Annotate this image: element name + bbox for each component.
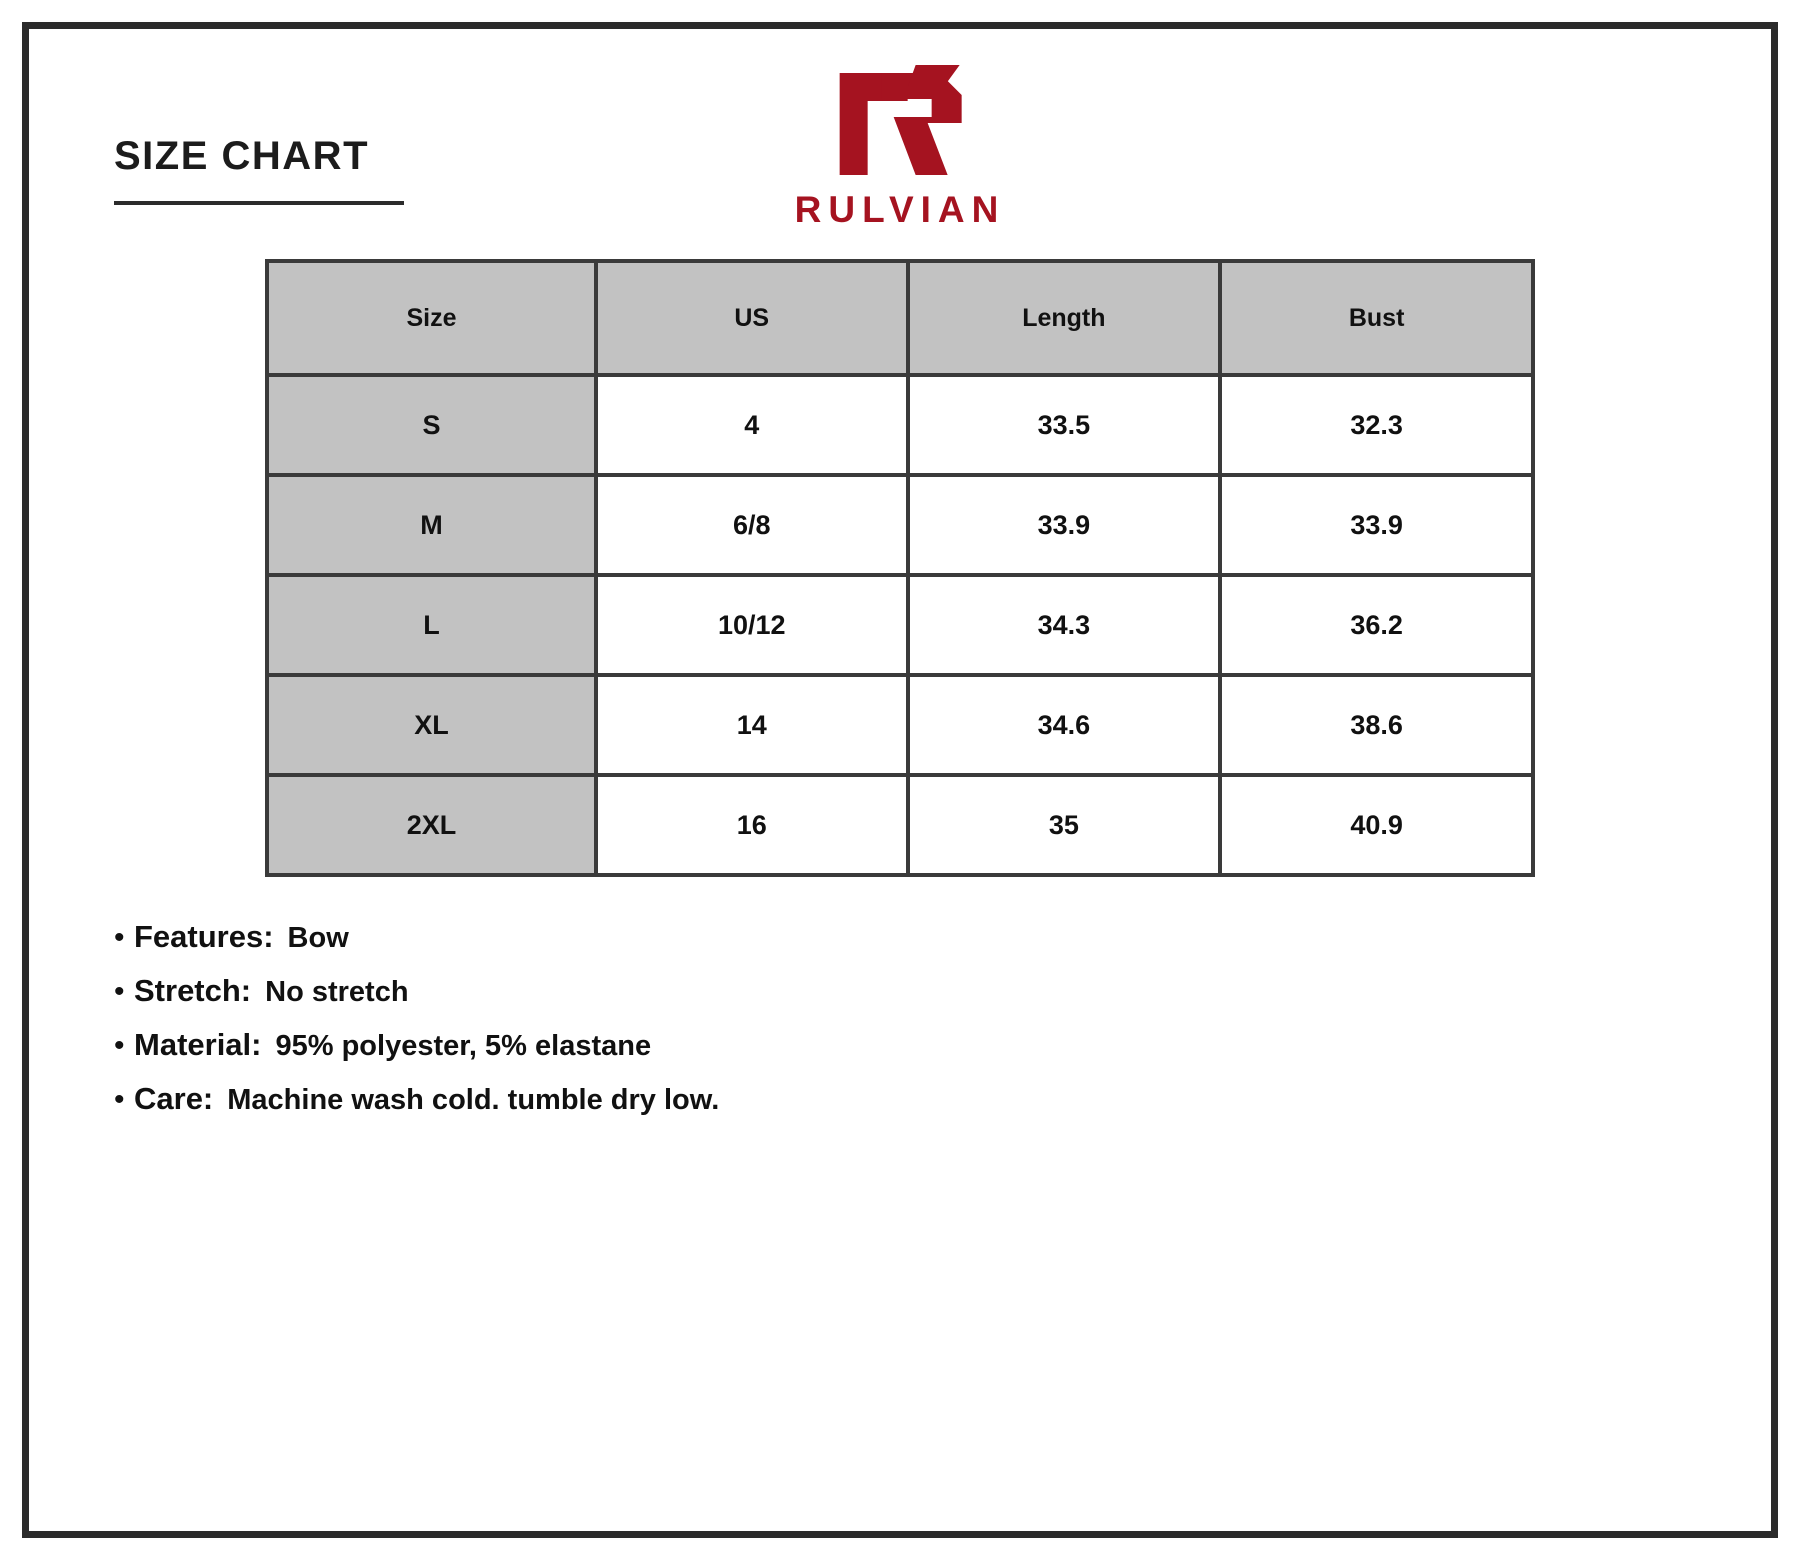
list-item xyxy=(114,1027,1716,1063)
column-header-us: US xyxy=(598,263,906,373)
column-header-bust: Bust xyxy=(1222,263,1531,373)
cell-length: 35 xyxy=(910,777,1219,873)
list-item xyxy=(114,919,1716,955)
cell-us: 6/8 xyxy=(598,477,906,573)
cell-length: 34.3 xyxy=(910,577,1219,673)
cell-bust: 33.9 xyxy=(1222,477,1531,573)
cell-size: L xyxy=(269,577,594,673)
bullet-icon: • xyxy=(114,1029,125,1062)
cell-bust: 40.9 xyxy=(1222,777,1531,873)
note-value: 95% polyester, 5% elastane xyxy=(275,1030,652,1062)
cell-us: 16 xyxy=(598,777,906,873)
table-row xyxy=(269,777,1531,873)
size-table-wrapper xyxy=(265,259,1535,877)
cell-size: 2XL xyxy=(269,777,594,873)
brand-block xyxy=(795,65,1006,231)
cell-bust: 36.2 xyxy=(1222,577,1531,673)
cell-size: S xyxy=(269,377,594,473)
note-label: Care: xyxy=(134,1081,214,1116)
size-table xyxy=(265,259,1535,877)
note-value: Machine wash cold. tumble dry low. xyxy=(227,1084,720,1116)
bullet-icon: • xyxy=(114,1083,125,1116)
bullet-icon: • xyxy=(114,921,125,954)
bullet-icon: • xyxy=(114,975,125,1008)
note-value: Bow xyxy=(287,922,349,954)
note-label: Features: xyxy=(134,919,274,954)
product-notes-list xyxy=(84,919,1716,1117)
table-row xyxy=(269,677,1531,773)
cell-us: 4 xyxy=(598,377,906,473)
title-underline xyxy=(114,201,404,205)
cell-length: 33.5 xyxy=(910,377,1219,473)
title-block xyxy=(114,134,404,205)
rulvian-r-monogram-icon xyxy=(820,65,980,183)
cell-us: 10/12 xyxy=(598,577,906,673)
note-label: Material: xyxy=(134,1027,262,1062)
page-title: SIZE CHART xyxy=(114,134,369,178)
cell-bust: 32.3 xyxy=(1222,377,1531,473)
cell-size: M xyxy=(269,477,594,573)
cell-bust: 38.6 xyxy=(1222,677,1531,773)
cell-size: XL xyxy=(269,677,594,773)
table-row xyxy=(269,477,1531,573)
cell-length: 34.6 xyxy=(910,677,1219,773)
table-row xyxy=(269,577,1531,673)
list-item xyxy=(114,973,1716,1009)
brand-name: RULVIAN xyxy=(794,189,1006,230)
table-header-row xyxy=(269,263,1531,373)
column-header-length: Length xyxy=(910,263,1219,373)
table-row xyxy=(269,377,1531,473)
column-header-size: Size xyxy=(269,263,594,373)
document-header xyxy=(84,29,1716,259)
cell-us: 14 xyxy=(598,677,906,773)
cell-length: 33.9 xyxy=(910,477,1219,573)
note-value: No stretch xyxy=(265,976,409,1008)
page-border-frame xyxy=(22,22,1778,1538)
list-item xyxy=(114,1081,1716,1117)
note-label: Stretch: xyxy=(134,973,252,1008)
